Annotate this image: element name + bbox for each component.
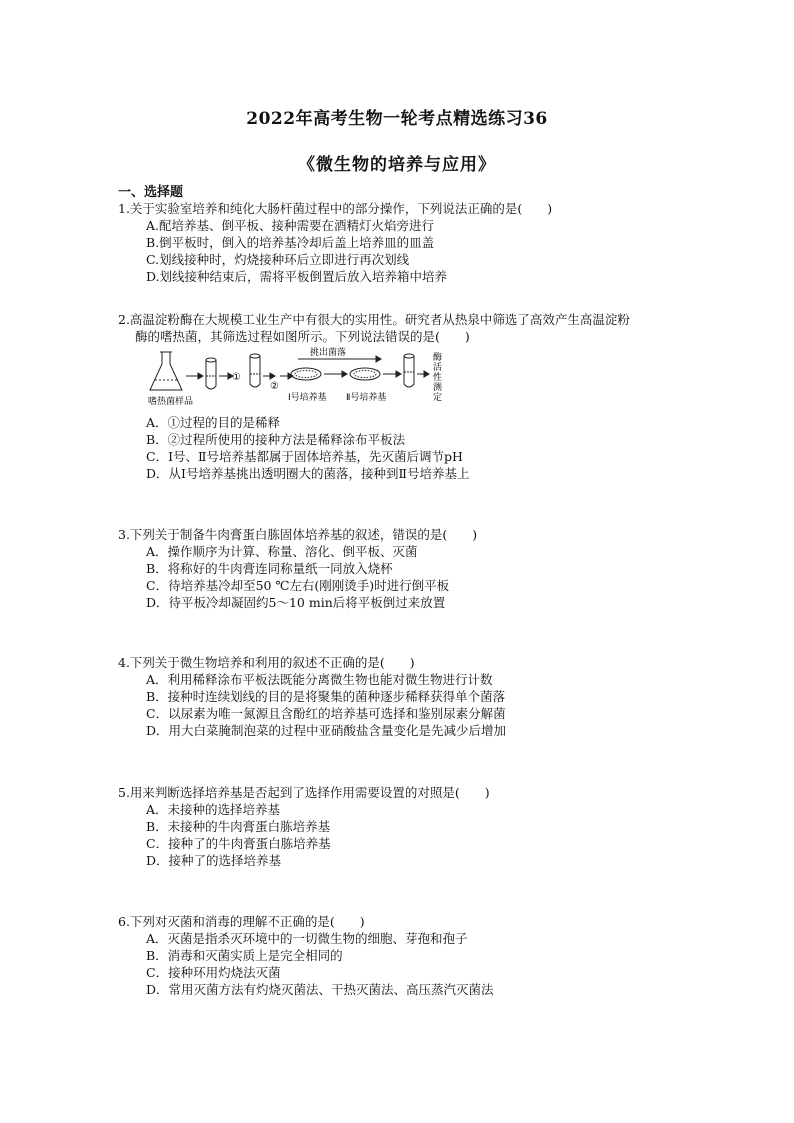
option-a: A．①过程的目的是稀释 xyxy=(146,415,281,430)
option-b: B.倒平板时，倒入的培养基冷却后盖上培养皿的皿盖 xyxy=(146,235,435,250)
option-d: D．用大白菜腌制泡菜的过程中亚硝酸盐含量变化是先减少后增加 xyxy=(146,723,507,738)
sample-label: 嗜热菌样品 xyxy=(148,397,194,407)
option-d: D．接种了的选择培养基 xyxy=(146,853,282,868)
question-stem-continued: 酶的嗜热菌，其筛选过程如图所示。下列说法错误的是( ) xyxy=(135,329,470,344)
arrow-icon xyxy=(417,371,429,377)
test-tube-icon xyxy=(250,354,260,387)
arrow-icon xyxy=(186,373,203,379)
step-2-label: ② xyxy=(270,381,279,392)
option-d: D．从Ⅰ号培养基挑出透明圈大的菌落，接种到Ⅱ号培养基上 xyxy=(146,466,470,481)
question-stem: 6.下列对灭菌和消毒的理解不正确的是( ) xyxy=(118,914,365,929)
question-1 xyxy=(118,200,552,285)
question-2-options xyxy=(118,414,469,482)
option-c: C．以尿素为唯一氮源且含酚红的培养基可选择和鉴别尿素分解菌 xyxy=(146,706,506,721)
option-d: D．常用灭菌方法有灼烧灭菌法、干热灭菌法、高压蒸汽灭菌法 xyxy=(146,982,494,997)
option-b: B．未接种的牛肉膏蛋白胨培养基 xyxy=(146,819,331,834)
petri-dish-icon xyxy=(350,368,380,380)
document-title: 2022年高考生物一轮考点精选练习36 xyxy=(246,109,548,129)
question-stem: 1.关于实验室培养和纯化大肠杆菌过程中的部分操作，下列说法正确的是( ) xyxy=(118,201,553,216)
medium-2-label: Ⅱ号培养基 xyxy=(346,393,387,403)
question-stem: 5.用来判断选择培养基是否起到了选择作用需要设置的对照是( ) xyxy=(118,785,490,800)
flask-icon xyxy=(150,352,182,390)
option-c: C.划线接种时，灼烧接种环后立即进行再次划线 xyxy=(146,252,410,267)
enzyme-assay-label: 酶活性测定 xyxy=(431,352,441,402)
question-stem: 2.高温淀粉酶在大规模工业生产中有很大的实用性。研究者从热泉中筛选了高效产生高温淀粉 xyxy=(118,312,630,327)
document-subtitle: 《微生物的培养与应用》 xyxy=(298,155,496,175)
option-a: A．灭菌是指杀灭环境中的一切微生物的细胞、芽孢和孢子 xyxy=(146,931,468,946)
question-2 xyxy=(118,311,630,345)
option-b: B．接种时连续划线的目的是将聚集的菌种逐步稀释获得单个菌落 xyxy=(146,689,506,704)
option-b: B．消毒和灭菌实质上是完全相同的 xyxy=(146,948,343,963)
question-4 xyxy=(118,654,506,739)
arrow-icon xyxy=(219,373,233,379)
option-b: B．将称好的牛肉膏连同称量纸一同放入烧杯 xyxy=(146,561,393,576)
arrow-icon xyxy=(263,373,275,379)
option-c: C．接种环用灼烧法灭菌 xyxy=(146,965,281,980)
section-heading: 一、选择题 xyxy=(118,185,184,200)
arrow-icon xyxy=(383,371,401,377)
option-c: C．接种了的牛肉膏蛋白胨培养基 xyxy=(146,836,331,851)
option-a: A．利用稀释涂布平板法既能分离微生物也能对微生物进行计数 xyxy=(146,672,493,687)
screening-process-diagram xyxy=(148,346,448,408)
question-5 xyxy=(118,784,490,869)
question-3 xyxy=(118,526,477,611)
arrow-icon xyxy=(324,371,347,377)
test-tube-icon xyxy=(404,354,414,387)
step-1-label: ① xyxy=(232,372,241,383)
option-a: A．操作顺序为计算、称量、溶化、倒平板、灭菌 xyxy=(146,544,418,559)
option-b: B．②过程所使用的接种方法是稀释涂布平板法 xyxy=(146,432,406,447)
option-d: D．待平板冷却凝固约5～10 min后将平板倒过来放置 xyxy=(146,595,446,610)
question-stem: 3.下列关于制备牛肉膏蛋白胨固体培养基的叙述，错误的是( ) xyxy=(118,527,478,542)
option-c: C．待培养基冷却至50 ℃左右(刚刚烫手)时进行倒平板 xyxy=(146,578,450,593)
question-6 xyxy=(118,913,494,998)
pick-colony-label: 挑出菌落 xyxy=(310,348,347,358)
test-tube-icon xyxy=(206,358,216,389)
option-d: D.划线接种结束后，需将平板倒置后放入培养箱中培养 xyxy=(146,269,448,284)
petri-dish-icon xyxy=(291,368,321,380)
option-a: A.配培养基、倒平板、接种需要在酒精灯火焰旁进行 xyxy=(146,218,435,233)
question-stem: 4.下列关于微生物培养和利用的叙述不正确的是( ) xyxy=(118,655,415,670)
option-a: A．未接种的选择培养基 xyxy=(146,802,281,817)
option-c: C．Ⅰ号、Ⅱ号培养基都属于固体培养基，先灭菌后调节pH xyxy=(146,449,463,464)
medium-1-label: Ⅰ号培养基 xyxy=(288,393,327,403)
